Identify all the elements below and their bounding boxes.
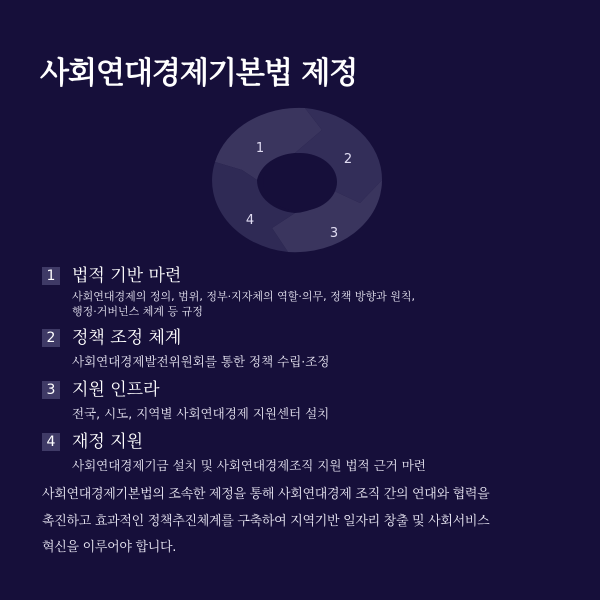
page-title: 사회연대경제기본법 제정 bbox=[40, 56, 358, 91]
summary-line: 혁신을 이루어야 합니다. bbox=[42, 540, 177, 555]
item-title: 지원 인프라 bbox=[72, 380, 160, 400]
item-number: 4 bbox=[42, 433, 60, 451]
item-description: 전국, 시도, 지역별 사회연대경제 지원센터 설치 bbox=[72, 406, 330, 421]
item-title: 재정 지원 bbox=[72, 432, 144, 452]
cycle-label-4: 4 bbox=[245, 213, 255, 228]
item-list bbox=[42, 265, 562, 483]
item-description-line: 행정·거버넌스 체계 등 규정 bbox=[72, 305, 203, 318]
item-description: 사회연대경제발전위원회를 통한 정책 수립·조정 bbox=[72, 354, 330, 369]
summary-paragraph bbox=[42, 482, 564, 562]
list-item bbox=[42, 265, 562, 319]
item-description-line: 사회연대경제의 정의, 범위, 정부·지자체의 역할·의무, 정책 방향과 원칙, bbox=[72, 290, 415, 303]
item-number: 3 bbox=[42, 381, 60, 399]
cycle-label-1: 1 bbox=[255, 141, 265, 156]
item-number: 2 bbox=[42, 329, 60, 347]
summary-line: 사회연대경제기본법의 조속한 제정을 통해 사회연대경제 조직 간의 연대와 협력을 bbox=[42, 487, 490, 502]
item-title: 법적 기반 마련 bbox=[72, 266, 182, 286]
cycle-diagram bbox=[200, 100, 390, 260]
cycle-center bbox=[263, 153, 337, 211]
list-item bbox=[42, 431, 562, 475]
list-item bbox=[42, 379, 562, 423]
item-number: 1 bbox=[42, 267, 60, 285]
cycle-label-3: 3 bbox=[329, 226, 339, 241]
list-item bbox=[42, 327, 562, 371]
item-description bbox=[72, 289, 562, 319]
item-title: 정책 조정 체계 bbox=[72, 328, 182, 348]
summary-line: 촉진하고 효과적인 정책추진체계를 구축하여 지역기반 일자리 창출 및 사회서비스 bbox=[42, 513, 490, 529]
item-description: 사회연대경제기금 설치 및 사회연대경제조직 지원 법적 근거 마련 bbox=[72, 458, 426, 473]
cycle-label-2: 2 bbox=[343, 152, 353, 167]
